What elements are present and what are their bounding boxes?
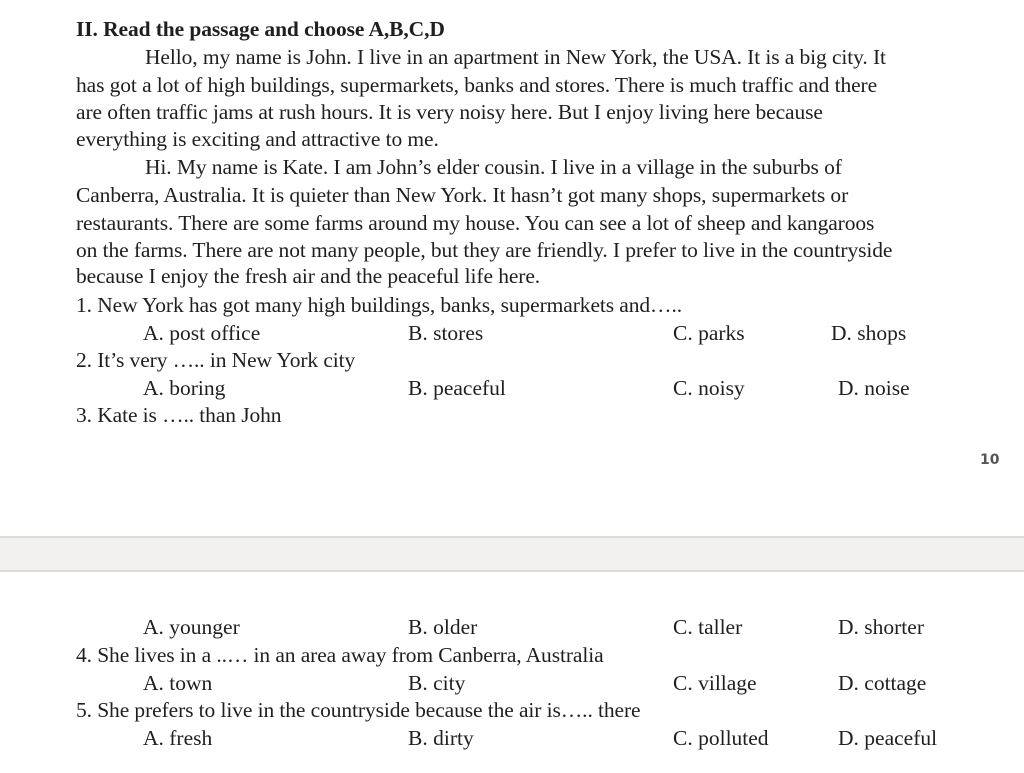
- option-c: C. polluted: [673, 726, 769, 750]
- passage-line: Hello, my name is John. I live in an apartment in New York, the USA. It is a big city. It: [145, 45, 886, 69]
- option-b: B. dirty: [408, 726, 474, 750]
- page-number: 10: [980, 452, 1000, 468]
- section-title: II. Read the passage and choose A,B,C,D: [76, 17, 445, 41]
- passage-line: Hi. My name is Kate. I am John’s elder cousin. I live in a village in the suburbs of: [145, 155, 842, 179]
- question-text: 1. New York has got many high buildings, banks, supermarkets and…..: [76, 293, 682, 317]
- option-d: D. peaceful: [838, 726, 938, 750]
- question-text: 2. It’s very ….. in New York city: [76, 348, 356, 372]
- option-a: A. fresh: [143, 726, 213, 750]
- option-d: D. cottage: [838, 671, 927, 695]
- option-a: A. younger: [143, 615, 240, 639]
- question-text: 5. She prefers to live in the countryside because the air is….. there: [76, 698, 641, 722]
- passage-line: because I enjoy the fresh air and the peaceful life here.: [76, 264, 541, 288]
- option-a: A. boring: [143, 376, 226, 400]
- question-text: 3. Kate is ….. than John: [76, 403, 282, 427]
- passage-line: has got a lot of high buildings, supermarkets, banks and stores. There is much traffic and there: [76, 73, 878, 97]
- option-d: D. shorter: [838, 615, 924, 639]
- option-a: A. town: [143, 671, 213, 695]
- passage-line: everything is exciting and attractive to me.: [76, 127, 439, 151]
- option-b: B. peaceful: [408, 376, 506, 400]
- passage-line: are often traffic jams at rush hours. It is very noisy here. But I enjoy living here because: [76, 100, 823, 124]
- passage-line: restaurants. There are some farms around my house. You can see a lot of sheep and kangaroos: [76, 211, 875, 235]
- option-c: C. noisy: [673, 376, 745, 400]
- option-c: C. village: [673, 671, 757, 695]
- option-a: A. post office: [143, 321, 261, 345]
- option-b: B. city: [408, 671, 466, 695]
- option-c: C. parks: [673, 321, 745, 345]
- option-d: D. noise: [838, 376, 910, 400]
- option-d: D. shops: [831, 321, 907, 345]
- option-c: C. taller: [673, 615, 743, 639]
- question-text: 4. She lives in a ..… in an area away from Canberra, Australia: [76, 643, 604, 667]
- option-b: B. stores: [408, 321, 484, 345]
- page-break-separator: [0, 536, 1024, 572]
- option-b: B. older: [408, 615, 478, 639]
- passage-line: on the farms. There are not many people, but they are friendly. I prefer to live in the countryside: [76, 238, 893, 262]
- passage-line: Canberra, Australia. It is quieter than New York. It hasn’t got many shops, supermarkets or: [76, 183, 849, 207]
